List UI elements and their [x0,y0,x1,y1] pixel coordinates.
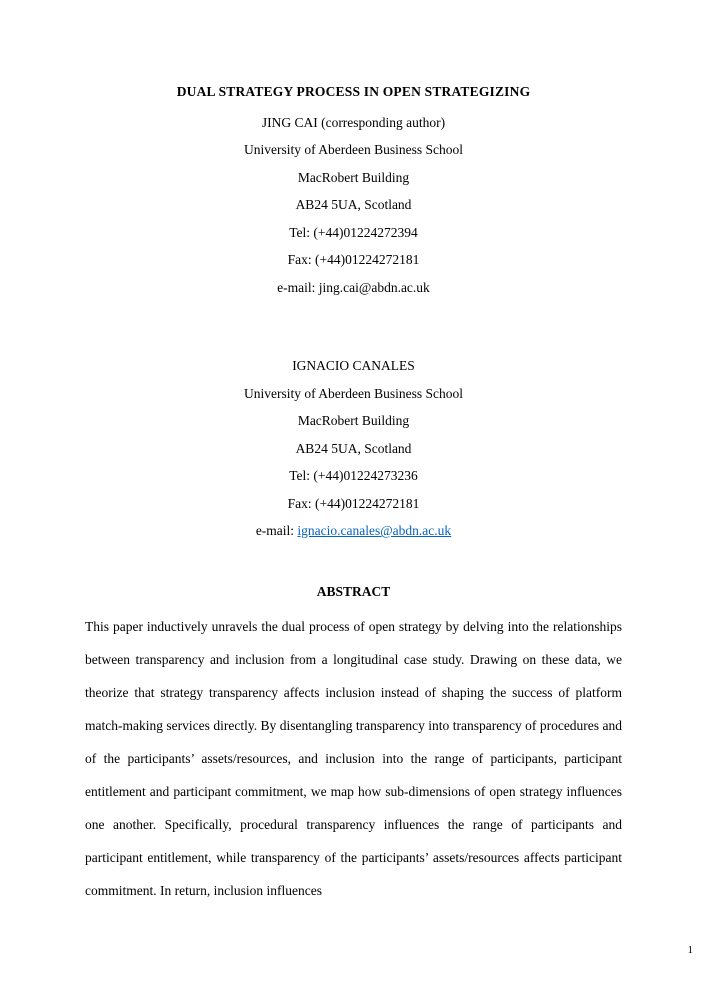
author1-email: jing.cai@abdn.ac.uk [318,279,430,295]
author2-email-label: e-mail: [255,523,298,538]
author1-fax: Fax: (+44)01224272181 [287,252,420,267]
author2-email-link[interactable]: ignacio.canales@abdn.ac.uk [297,523,452,538]
author2-email-line [85,517,622,545]
author1-building: MacRobert Building [297,169,410,185]
author2-fax: Fax: (+44)01224272181 [287,495,420,511]
paper-title: DUAL STRATEGY PROCESS IN OPEN STRATEGIZING [176,84,531,99]
author2-name: IGNACIO CANALES [292,358,415,373]
author1-address: AB24 5UA, Scotland [295,197,412,212]
author2-tel: Tel: (+44)01224273236 [289,468,418,483]
page-number: 1 [687,944,693,956]
author-block-2 [85,352,622,545]
author1-email-line [85,274,622,302]
author2-building: MacRobert Building [297,413,410,428]
author-block-1 [85,109,622,302]
abstract-heading: ABSTRACT [316,583,391,599]
author1-affiliation: University of Aberdeen Business School [244,142,463,157]
author1-tel: Tel: (+44)01224272394 [289,224,418,240]
author1-email-label: e-mail: [277,279,319,295]
author1-name: JING CAI (corresponding author) [261,114,446,130]
abstract-paragraph: This paper inductively unravels the dual process of open strategy by delving into the relationships between transparency and inclusion from a longitudinal case study. Drawing on these data, we theorize that strategy transparency affects inclusion instead of shaping the success of platform match-making services directly. By disentangling transparency into transparency of procedures and of the participants’ assets/resources, and inclusion into the range of participants, participant entitlement and participant commitment, we map how sub-dimensions of open strategy influences one another. Specifically, procedural transparency influences the range of participants and participant entitlement, while transparency of the participants’ assets/resources affects participant commitment. In return, inclusion influences [85,619,622,898]
author2-address: AB24 5UA, Scotland [295,440,412,456]
author2-affiliation: University of Aberdeen Business School [244,385,463,401]
